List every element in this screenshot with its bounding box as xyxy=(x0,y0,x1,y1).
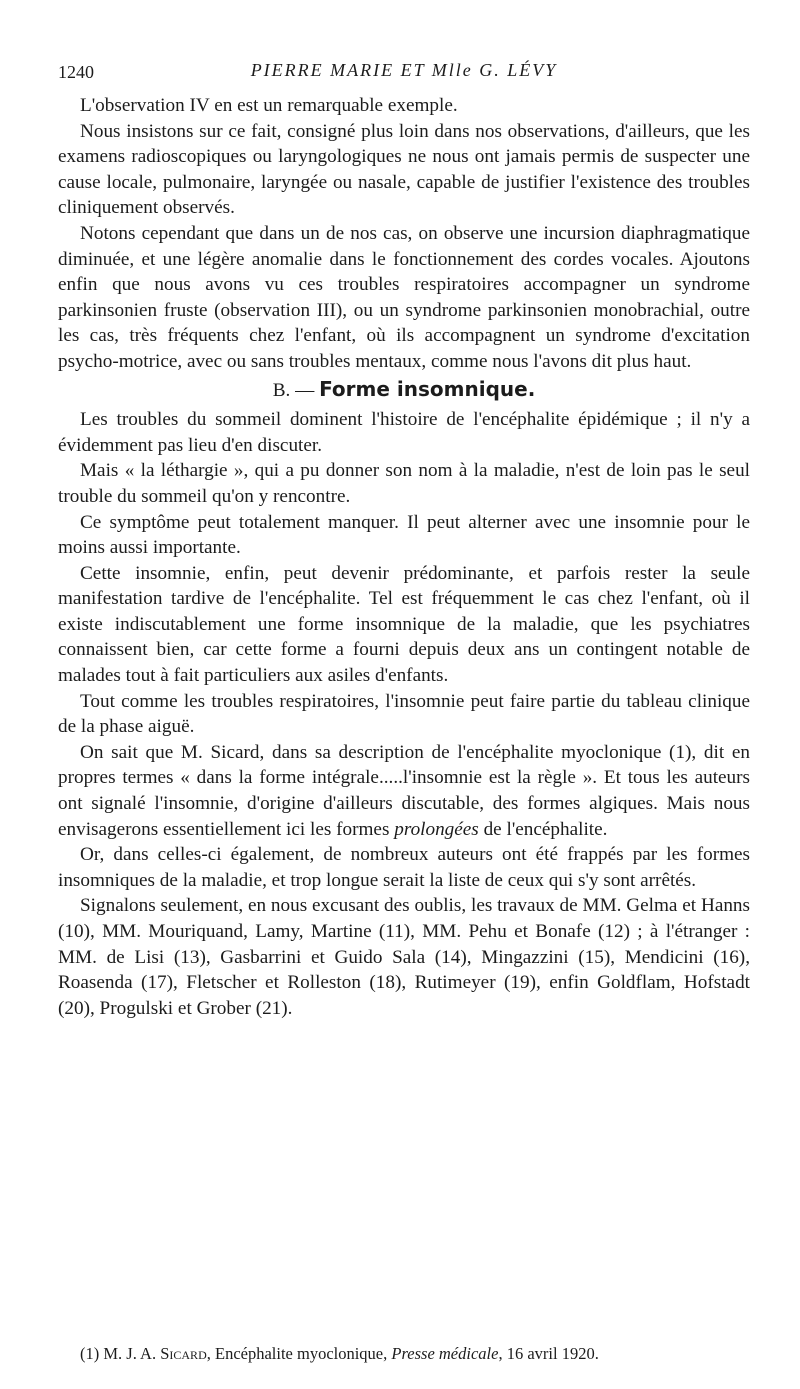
body-text xyxy=(58,93,750,1021)
paragraph: Or, dans celles-ci également, de nombreux auteurs ont été frappés par les formes insomniques de la maladie, et trop longue serait la liste de ceux qui s'y sont arrêtés. xyxy=(58,844,750,891)
paragraph: Ce symptôme peut totalement manquer. Il peut alterner avec une insomnie pour le moins aussi importante. xyxy=(58,511,750,559)
footnote xyxy=(80,1343,750,1365)
section-letter: B. — xyxy=(272,379,320,401)
section-heading xyxy=(58,377,750,404)
paragraph: Cette insomnie, enfin, peut devenir prédominante, et parfois rester la seule manifestation tardive de l'encéphalite. Tel est fréquemment le cas chez l'enfant, où il existe indiscutablement une forme insomnique de la maladie, que les psychiatres connaissent bien, car cette forme a fourni depuis deux ans un contingent notable de malades tout à fait particuliers aux asiles d'enfants. xyxy=(58,562,750,687)
footnote-marker: (1) M. J. A. xyxy=(80,1344,161,1363)
paragraph: Nous insistons sur ce fait, consigné plus loin dans nos observations, d'ailleurs, que les examens radioscopiques ou laryngologiques ne nous ont jamais permis de suspecter une cause locale, pulmonaire, laryngée ou nasale, capable de justifier l'existence des troubles cliniquement observés. xyxy=(58,120,750,219)
paragraph-text: On sait que M. Sicard, dans sa description de l'encéphalite myoclonique (1), dit en propres termes « dans la forme intégrale.....l'insomnie est la règle ». Et tous les auteurs ont signalé l'insomnie, d'origine d'ailleurs discutable, des formes algiques. Mais nous envisagerons essentiellement ici les formes xyxy=(58,741,750,840)
paragraph-text: de l'encéphalite. xyxy=(478,818,608,840)
running-title: PIERRE MARIE ET Mlle G. LÉVY xyxy=(250,60,558,80)
paragraph: Mais « la léthargie », qui a pu donner son nom à la maladie, n'est de loin pas le seul trouble du sommeil qu'on y rencontre. xyxy=(58,460,750,507)
paragraph: Signalons seulement, en nous excusant des oublis, les travaux de MM. Gelma et Hanns (10), MM. Mouriquand, Lamy, Martine (11), MM. Pehu et Bonafe (12) ; à l'étranger : MM. de Lisi (13), Gasbarrini et Guido Sala (14), Mingazzini (15), Mendicini (16), Roasenda (17), Fletscher et Rolleston (18), Rutimeyer (19), enfin Goldflam, Hofstadt (20), Progulski et Grober (21). xyxy=(58,895,750,1019)
footnote-text: , Encéphalite myoclonique, xyxy=(206,1344,392,1363)
paragraph: Notons cependant que dans un de nos cas, on observe une incursion diaphragmatique diminuée, et une légère anomalie dans le fonctionnement des cordes vocales. Ajoutons enfin que nous avons vu ces troubles respiratoires accompagner un syndrome parkinsonien fruste (observation III), ou un syndrome parkinsonien monobrachial, outre les cas, très fréquents chez l'enfant, où ils accompagnent un syndrome d'excitation psycho-motrice, avec ou sans troubles mentaux, comme nous l'avons dit plus haut. xyxy=(58,222,750,372)
paragraph: Les troubles du sommeil dominent l'histoire de l'encéphalite épidémique ; il n'y a évidemment pas lieu d'en discuter. xyxy=(58,409,750,456)
footnote-journal: Presse médicale xyxy=(391,1344,499,1363)
section-title: Forme insomnique. xyxy=(319,376,536,401)
paragraph xyxy=(58,740,750,842)
emphasis: prolongées xyxy=(394,818,479,840)
page-header xyxy=(58,60,750,90)
paragraph: L'observation IV en est un remarquable exemple. xyxy=(80,95,458,116)
footnote-author: Sicard xyxy=(160,1344,207,1363)
page-number: 1240 xyxy=(58,62,94,82)
footnote-text: , 16 avril 1920. xyxy=(498,1344,599,1363)
paragraph: Tout comme les troubles respiratoires, l'insomnie peut faire partie du tableau clinique de la phase aiguë. xyxy=(58,690,750,738)
